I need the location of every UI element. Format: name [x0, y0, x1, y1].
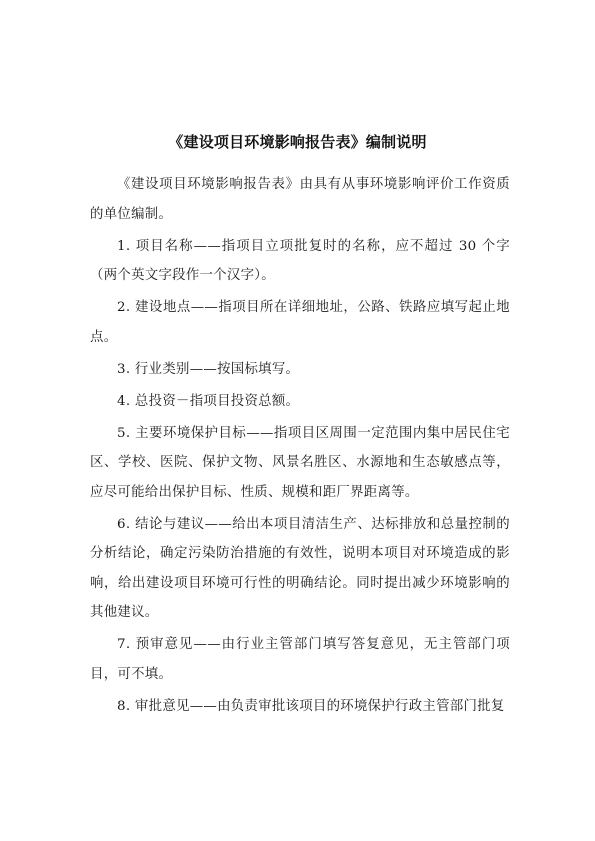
item-preliminary-review: 7. 预审意见——由行业主管部门填写答复意见，无主管部门项目，可不填。: [90, 637, 510, 682]
item-conclusions: 6. 结论与建议——给出本项目清洁生产、达标排放和总量控制的分析结论，确定污染防治措施的有效性，说明本项目对环境造成的影响，给出建设项目环境可行性的明确结论。同时提出减少环境影响的其他建议。: [90, 516, 510, 620]
document-body: [90, 170, 510, 724]
item-approval-opinion: 8. 审批意见——由负责审批该项目的环境保护行政主管部门批复: [117, 698, 505, 714]
document-title: 《建设项目环境影响报告表》编制说明: [168, 133, 427, 151]
item-total-investment: 4. 总投资－指项目投资总额。: [117, 393, 300, 409]
item-protection-targets: 5. 主要环境保护目标——指项目区周围一定范围内集中居民住宅区、学校、医院、保护文物、风景名胜区、水源地和生态敏感点等，应尽可能给出保护目标、性质、规模和距厂界距离等。: [90, 425, 510, 500]
item-construction-site: 2. 建设地点——指项目所在详细地址，公路、铁路应填写起止地点。: [90, 300, 510, 345]
item-industry-category: 3. 行业类别——按国标填写。: [117, 361, 300, 377]
item-project-name: 1. 项目名称——指项目立项批复时的名称，应不超过 30 个字（两个英文字段作一个汉字）。: [90, 238, 510, 283]
intro-paragraph: 《建设项目环境影响报告表》由具有从事环境影响评价工作资质的单位编制。: [90, 177, 510, 222]
